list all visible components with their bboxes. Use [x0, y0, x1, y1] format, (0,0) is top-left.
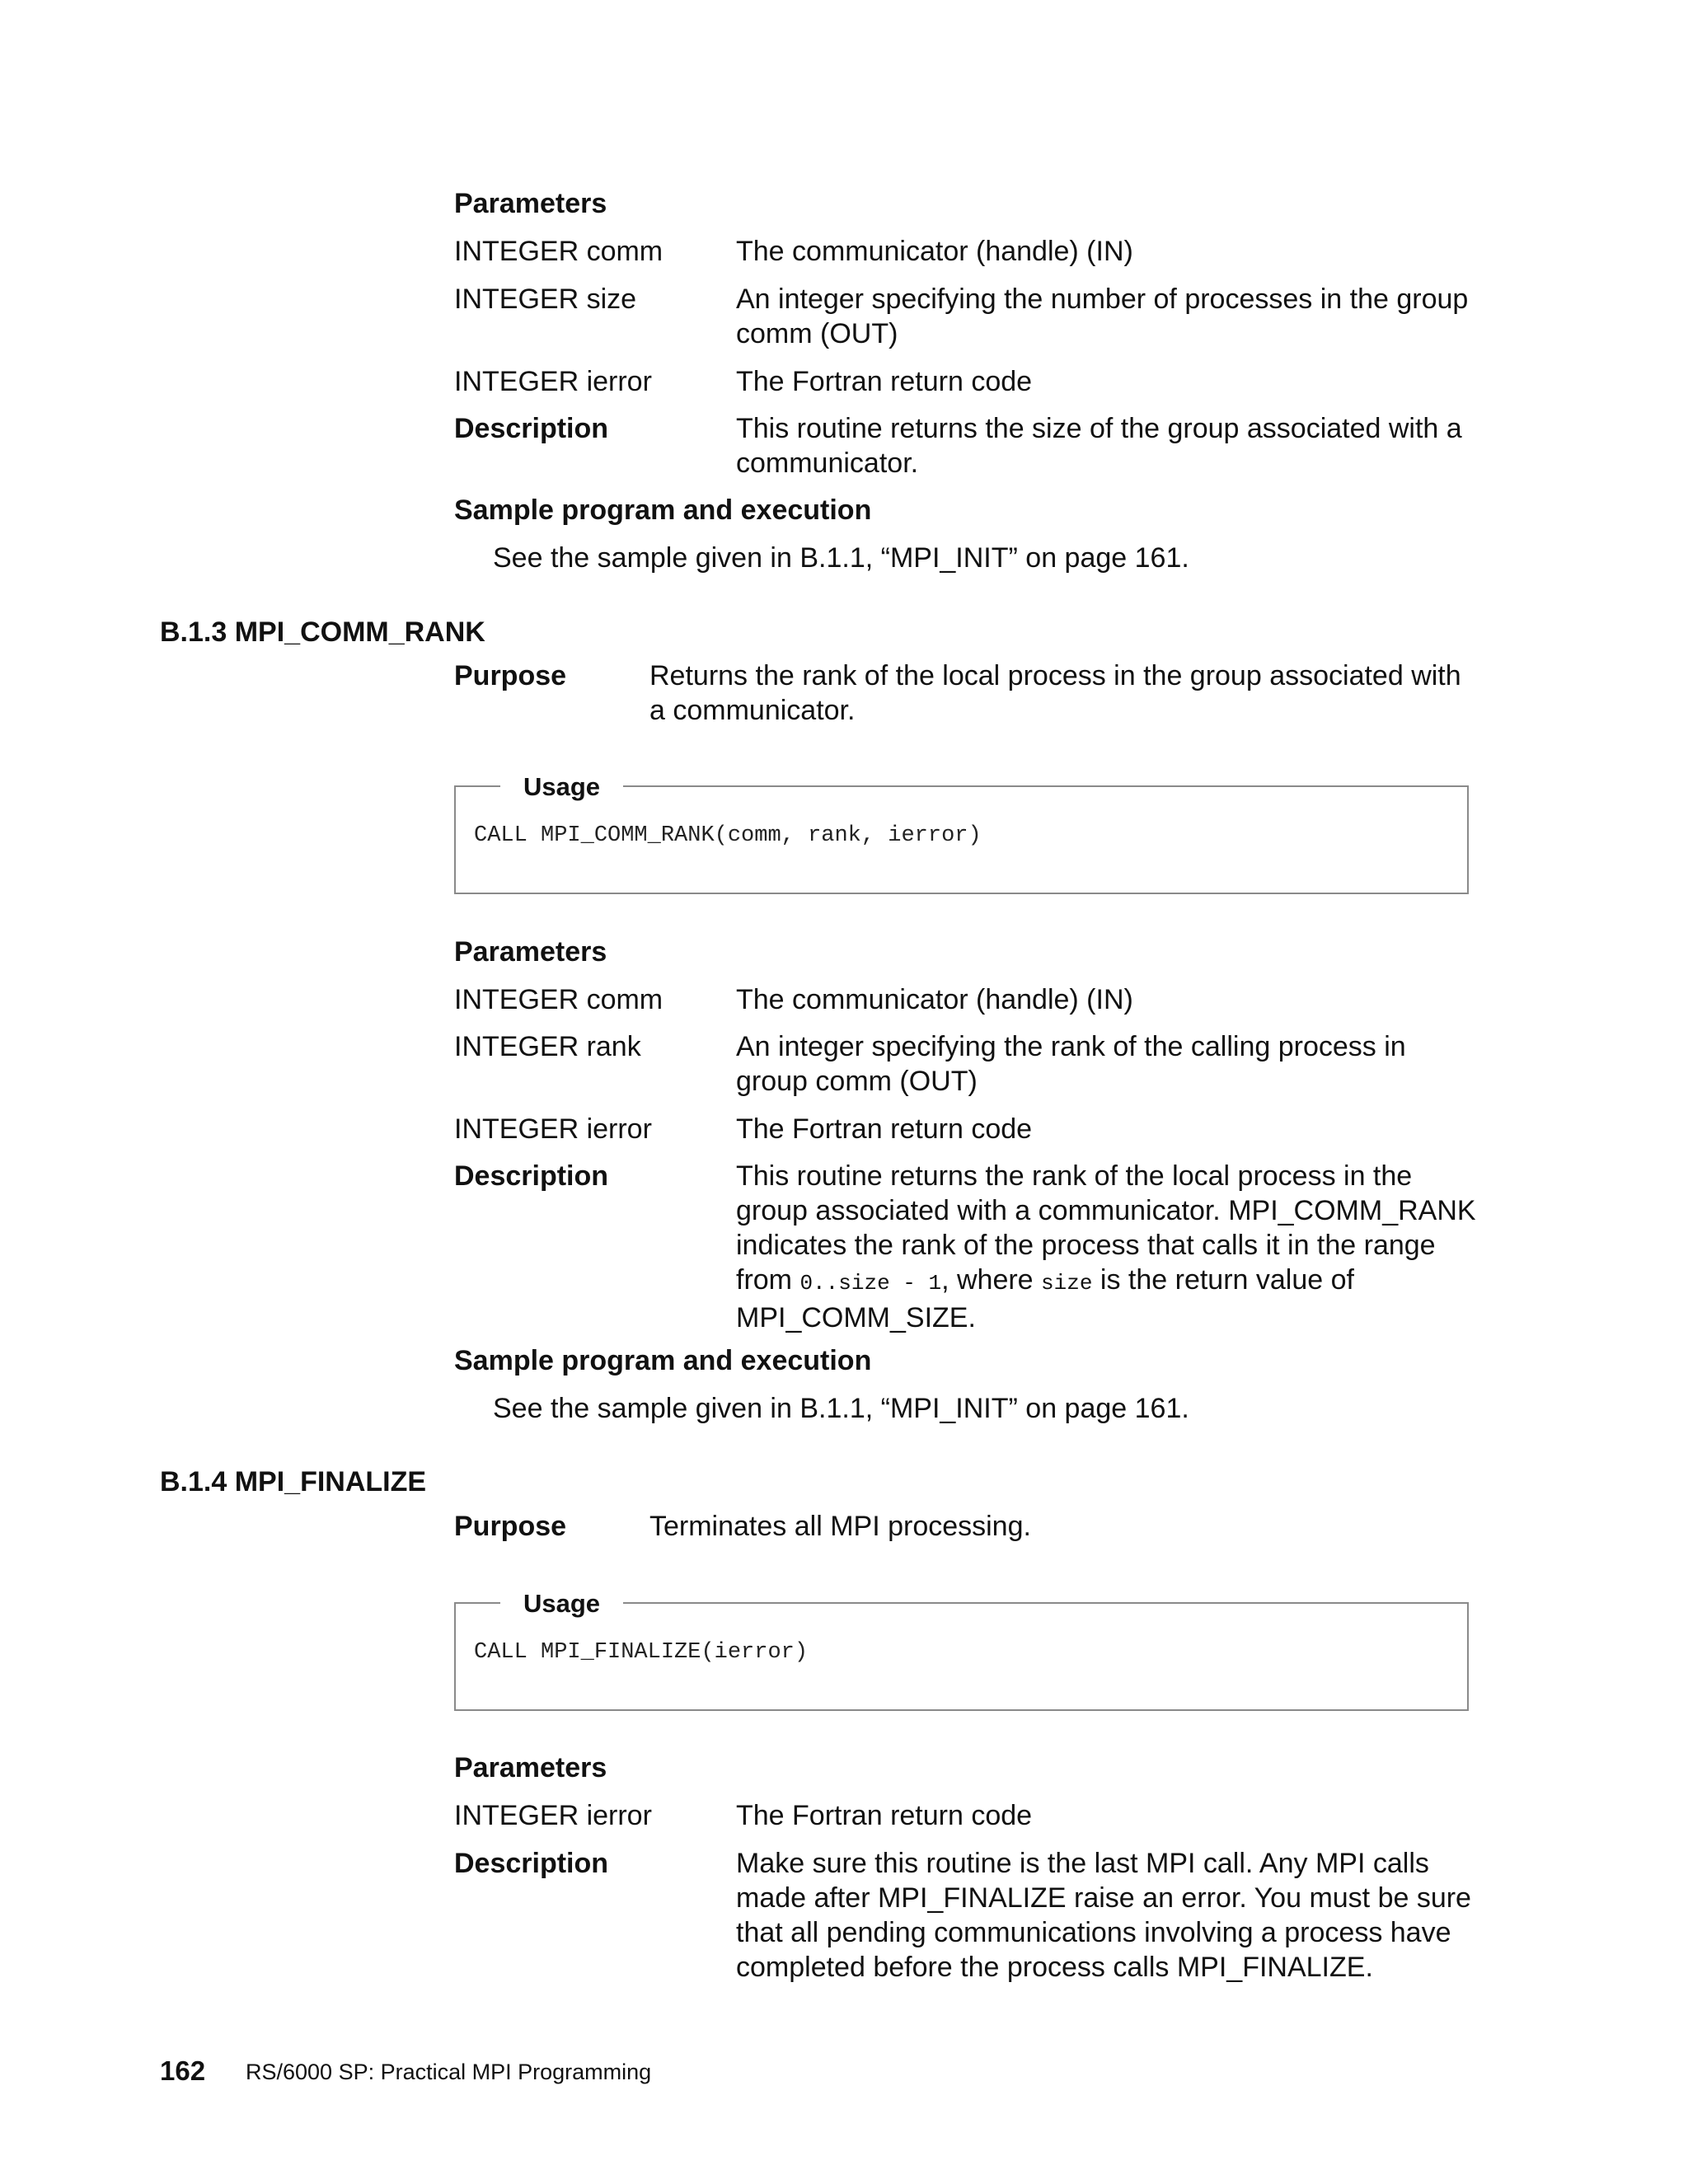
code-range: 0..size - 1: [799, 1271, 942, 1296]
param-desc: The Fortran return code: [736, 366, 1033, 397]
param-desc: An integer specifying the number of processes in the group comm (OUT): [736, 284, 1469, 349]
sample-text: See the sample given in B.1.1, “MPI_INIT” on page 161.: [493, 1393, 1189, 1424]
purpose-label: Purpose: [454, 660, 567, 691]
section-heading-b14: B.1.4 MPI_FINALIZE: [160, 1466, 427, 1497]
param-name: INTEGER ierror: [454, 1800, 652, 1831]
param-desc: The Fortran return code: [736, 1113, 1033, 1145]
description-text: Make sure this routine is the last MPI call. Any MPI calls made after MPI_FINALIZE raise an error. You must be sure that all pending communications involving a process have completed before the process calls MPI_FINALIZE.: [736, 1848, 1471, 1983]
param-desc: An integer specifying the rank of the calling process in group comm (OUT): [736, 1031, 1406, 1097]
parameters-heading: Parameters: [454, 188, 607, 219]
param-name: INTEGER rank: [454, 1031, 641, 1062]
section-heading-b13: B.1.3 MPI_COMM_RANK: [160, 616, 485, 648]
usage-code: CALL MPI_FINALIZE(ierror): [474, 1640, 809, 1665]
sample-heading: Sample program and execution: [454, 494, 872, 526]
description-label: Description: [454, 413, 609, 444]
param-name: INTEGER size: [454, 284, 637, 315]
purpose-text: Terminates all MPI processing.: [649, 1511, 1031, 1542]
purpose-label: Purpose: [454, 1511, 567, 1542]
code-size: size: [1041, 1271, 1093, 1296]
page-number: 162: [160, 2055, 206, 2086]
parameters-heading: Parameters: [454, 936, 607, 968]
sample-heading: Sample program and execution: [454, 1345, 872, 1376]
parameters-heading: Parameters: [454, 1752, 607, 1783]
usage-label: Usage: [500, 1588, 623, 1619]
sample-text: See the sample given in B.1.1, “MPI_INIT” on page 161.: [493, 542, 1189, 574]
param-name: INTEGER comm: [454, 984, 663, 1015]
usage-label: Usage: [500, 771, 623, 803]
param-name: INTEGER comm: [454, 236, 663, 267]
param-desc: The communicator (handle) (IN): [736, 236, 1133, 267]
param-desc: The communicator (handle) (IN): [736, 984, 1133, 1015]
param-name: INTEGER ierror: [454, 366, 652, 397]
description-text: This routine returns the rank of the local process in the group associated with a communicator. MPI_COMM_RANK indicates the rank of the process that calls it in the range from 0..size - 1, where size is the return value of MPI_COMM_SIZE.: [736, 1160, 1476, 1333]
book-title: RS/6000 SP: Practical MPI Programming: [246, 2060, 652, 2084]
usage-code: CALL MPI_COMM_RANK(comm, rank, ierror): [474, 823, 982, 848]
purpose-text: Returns the rank of the local process in the group associated with a communicator.: [649, 660, 1461, 726]
description-text: This routine returns the size of the group associated with a communicator.: [736, 413, 1462, 479]
param-name: INTEGER ierror: [454, 1113, 652, 1145]
description-label: Description: [454, 1848, 609, 1879]
description-label: Description: [454, 1160, 609, 1192]
param-desc: The Fortran return code: [736, 1800, 1033, 1831]
